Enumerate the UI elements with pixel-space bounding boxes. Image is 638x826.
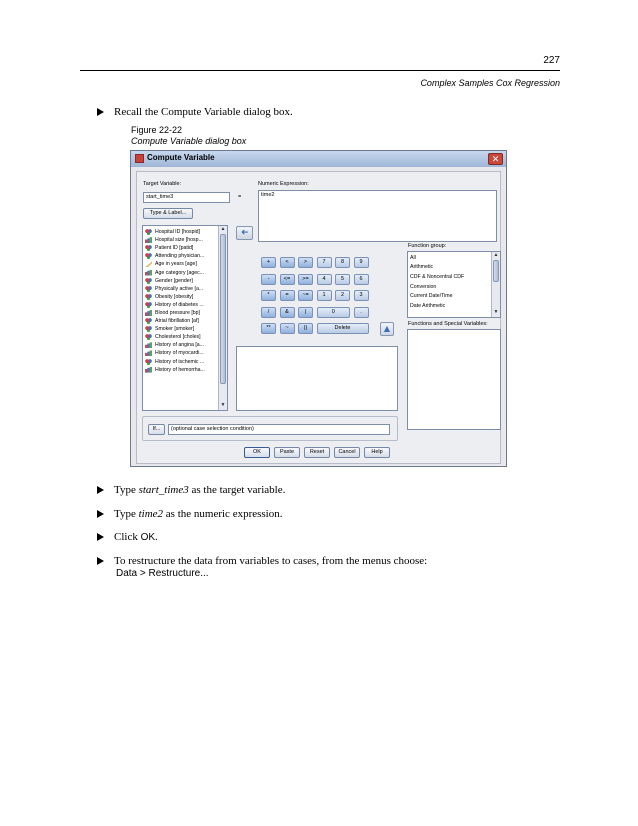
variable-name: Age category [agec... <box>155 269 205 276</box>
calc-key[interactable]: 7 <box>317 257 332 268</box>
variable-name: Cholesterol [choles] <box>155 334 201 341</box>
variable-list-item[interactable] <box>145 349 227 357</box>
function-group-label: Function group: <box>408 243 447 249</box>
page-number: 227 <box>543 55 560 66</box>
numeric-expression-label: Numeric Expression: <box>258 181 309 187</box>
cancel-button[interactable]: Cancel <box>334 447 360 458</box>
calculator-icon <box>135 154 144 163</box>
calc-key[interactable]: 5 <box>335 274 350 285</box>
compute-variable-dialog <box>130 150 507 467</box>
calc-key[interactable]: 1 <box>317 290 332 301</box>
variable-list-item[interactable] <box>145 317 227 325</box>
step-text: as the target variable. <box>188 484 286 496</box>
function-group-list[interactable] <box>407 251 501 318</box>
scale-icon <box>145 237 152 243</box>
menu-path: Data > Restructure... <box>116 568 209 579</box>
step-restructure <box>97 555 567 567</box>
figure-caption: Compute Variable dialog box <box>131 136 247 146</box>
step-recall <box>97 106 567 118</box>
variable-list-item[interactable] <box>145 285 227 293</box>
reset-button[interactable]: Reset <box>304 447 330 458</box>
step-text: Recall the Compute Variable dialog box. <box>114 106 293 118</box>
step-expression <box>97 508 567 520</box>
variable-list-item[interactable] <box>145 333 227 341</box>
calc-key[interactable]: 2 <box>335 290 350 301</box>
calc-key[interactable]: 0 <box>317 307 351 318</box>
variable-name: History of hemorrha... <box>155 366 205 373</box>
equals-sign: = <box>238 194 242 200</box>
ordinal-icon <box>145 261 152 267</box>
bullet-arrow-icon <box>97 108 104 116</box>
variable-name: Physically active [a... <box>155 285 204 292</box>
variable-name: History of myocardi... <box>155 350 204 357</box>
step-target <box>97 484 567 496</box>
step-click-ok <box>97 531 567 543</box>
calc-key[interactable]: 3 <box>354 290 369 301</box>
dialog-titlebar[interactable] <box>131 151 506 167</box>
scale-icon <box>145 270 152 276</box>
variable-name: History of ischemic ... <box>155 358 205 365</box>
scroll-down-icon[interactable]: ▼ <box>493 309 499 315</box>
variable-list-item[interactable] <box>145 236 227 244</box>
calc-key[interactable]: = <box>280 290 295 301</box>
bullet-arrow-icon <box>97 510 104 518</box>
move-function-up-button[interactable] <box>380 322 394 336</box>
scale-icon <box>145 310 152 316</box>
if-group <box>142 416 398 441</box>
calc-key[interactable]: ~ <box>280 323 295 334</box>
header-rule <box>80 70 560 71</box>
nominal-icon <box>145 294 152 300</box>
calculator-pad <box>261 257 371 339</box>
variable-name: Obesity [obesity] <box>155 293 194 300</box>
step-emphasis: time2 <box>138 508 164 520</box>
nominal-icon <box>145 326 152 332</box>
variable-name: Age in years [age] <box>155 261 197 268</box>
function-group-item[interactable]: Conversion <box>410 283 437 290</box>
arrow-up-icon: ▲ <box>383 324 391 333</box>
figure-label: Figure 22-22 <box>131 125 183 135</box>
paste-button[interactable]: Paste <box>274 447 300 458</box>
calc-key[interactable]: + <box>261 257 276 268</box>
calc-key[interactable]: * <box>261 290 276 301</box>
numeric-expression-input[interactable]: time2 <box>258 190 497 242</box>
variable-name: Atrial fibrillation [af] <box>155 318 199 325</box>
step-text: Type <box>114 508 139 520</box>
ok-reference: OK <box>140 532 156 543</box>
if-condition-field: (optional case selection condition) <box>168 424 390 435</box>
function-group-item[interactable]: CDF & Noncentral CDF <box>410 273 465 280</box>
variable-name: History of diabetes ... <box>155 301 204 308</box>
target-variable-input[interactable]: start_time3 <box>143 192 230 203</box>
calc-key[interactable]: () <box>298 323 313 334</box>
variable-list-item[interactable] <box>145 252 227 260</box>
calc-key[interactable]: <= <box>280 274 295 285</box>
scroll-up-icon[interactable]: ▲ <box>220 226 226 232</box>
step-text: To restructure the data from variables to cases, from the menus choose: <box>114 555 428 567</box>
calc-key[interactable]: ** <box>261 323 276 334</box>
function-group-item[interactable]: Arithmetic <box>410 264 434 271</box>
running-header: Complex Samples Cox Regression <box>420 78 560 88</box>
bullet-arrow-icon <box>97 557 104 565</box>
nominal-icon <box>145 253 152 259</box>
dialog-body <box>136 171 501 464</box>
function-group-item[interactable]: All <box>410 254 416 261</box>
ok-button[interactable]: OK <box>244 447 270 458</box>
variable-list[interactable] <box>142 225 228 411</box>
scale-icon <box>145 342 152 348</box>
target-variable-label: Target Variable: <box>143 181 182 187</box>
bullet-arrow-icon <box>97 486 104 494</box>
calc-key[interactable]: - <box>261 274 276 285</box>
bullet-arrow-icon <box>97 533 104 541</box>
dialog-buttons <box>244 447 394 459</box>
move-to-expression-button[interactable] <box>236 226 253 240</box>
step-text: . <box>155 531 158 543</box>
scrollbar-thumb[interactable] <box>220 234 226 384</box>
calc-key[interactable]: ~= <box>298 290 313 301</box>
step-text: as the numeric expression. <box>163 508 283 520</box>
variable-list-item[interactable] <box>145 293 227 301</box>
function-group-item[interactable]: Current Date/Time <box>410 293 453 300</box>
variable-list-item[interactable] <box>145 309 227 317</box>
calc-key[interactable]: >= <box>298 274 313 285</box>
variable-name: Hospital ID [hospid] <box>155 229 200 236</box>
calc-key[interactable]: > <box>298 257 313 268</box>
variable-list-item[interactable] <box>145 277 227 285</box>
scale-icon <box>145 367 152 373</box>
variable-name: Attending physician... <box>155 253 205 260</box>
variable-name: History of angina [a... <box>155 342 205 349</box>
scroll-down-icon[interactable]: ▼ <box>220 402 226 408</box>
type-label-button[interactable]: Type & Label... <box>143 208 193 219</box>
function-group-items <box>410 253 498 311</box>
calc-key[interactable]: < <box>280 257 295 268</box>
step-text: Click <box>114 531 141 543</box>
variable-list-items <box>145 228 227 374</box>
variable-list-item[interactable] <box>145 358 227 366</box>
calc-key[interactable]: 6 <box>354 274 369 285</box>
variable-list-item[interactable] <box>145 268 227 276</box>
close-button[interactable]: ✕ <box>488 153 503 165</box>
function-group-item[interactable]: Date Arithmetic <box>410 302 446 309</box>
variable-name: Hospital size [hosp... <box>155 237 203 244</box>
functions-list[interactable] <box>407 329 501 430</box>
variable-list-item[interactable] <box>145 228 227 236</box>
scale-icon <box>145 350 152 356</box>
variable-name: Gender [gender] <box>155 277 193 284</box>
calc-key[interactable]: / <box>261 307 276 318</box>
functions-label: Functions and Special Variables: <box>408 321 488 327</box>
variable-list-item[interactable] <box>145 341 227 349</box>
nominal-icon <box>145 359 152 365</box>
step-emphasis: start_time3 <box>138 484 189 496</box>
variable-list-item[interactable] <box>145 325 227 333</box>
variable-name: Patient ID [patid] <box>155 245 194 252</box>
calc-key[interactable]: Delete <box>317 323 369 334</box>
calc-key[interactable]: 8 <box>335 257 350 268</box>
nominal-icon <box>145 318 152 324</box>
variable-list-item[interactable] <box>145 366 227 374</box>
scrollbar-thumb[interactable] <box>493 260 499 282</box>
calc-key[interactable]: 4 <box>317 274 332 285</box>
calc-key[interactable]: | <box>298 307 313 318</box>
calc-key[interactable]: . <box>354 307 369 318</box>
nominal-icon <box>145 229 152 235</box>
nominal-icon <box>145 334 152 340</box>
calc-key[interactable]: 9 <box>354 257 369 268</box>
variable-list-item[interactable] <box>145 244 227 252</box>
calc-key[interactable]: & <box>280 307 295 318</box>
scroll-up-icon[interactable]: ▲ <box>493 252 499 258</box>
nominal-icon <box>145 245 152 251</box>
function-group-scrollbar[interactable] <box>491 252 500 317</box>
step-text: Type <box>114 484 139 496</box>
dialog-title: Compute Variable <box>147 153 215 162</box>
arrow-left-icon: ➜ <box>240 228 249 238</box>
variable-list-item[interactable] <box>145 260 227 268</box>
variable-list-scrollbar[interactable] <box>218 226 227 410</box>
function-description-box <box>236 346 398 411</box>
variable-name: Blood pressure [bp] <box>155 309 200 316</box>
nominal-icon <box>145 278 152 284</box>
nominal-icon <box>145 302 152 308</box>
variable-list-item[interactable] <box>145 301 227 309</box>
if-button[interactable]: If... <box>148 424 165 435</box>
nominal-icon <box>145 286 152 292</box>
help-button[interactable]: Help <box>364 447 390 458</box>
variable-name: Smoker [smoker] <box>155 326 195 333</box>
